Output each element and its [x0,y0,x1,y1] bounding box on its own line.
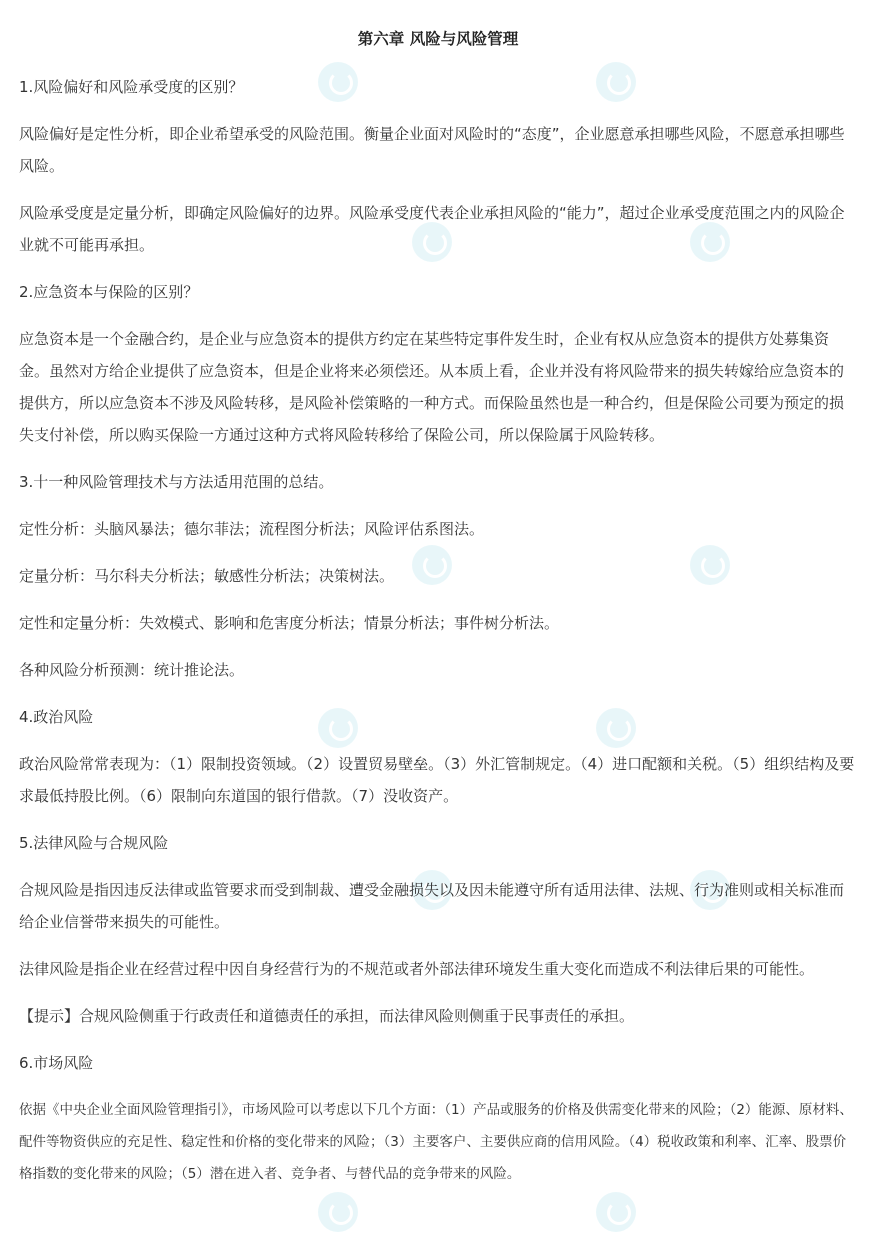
paragraph: 合规风险是指因违反法律或监管要求而受到制裁、遭受金融损失以及因未能遵守所有适用法律、法规、行为准则或相关标准而给企业信誉带来损失的可能性。 [19,881,845,931]
watermark-logo-icon [596,1192,636,1232]
section-heading-4: 4.政治风险 [19,708,94,726]
section-heading-1: 1.风险偏好和风险承受度的区别？ [19,78,244,96]
page-title: 第六章 风险与风险管理 [357,30,519,48]
section-heading-6: 6.市场风险 [19,1054,94,1072]
section-heading-5: 5.法律风险与合规风险 [19,834,169,852]
paragraph: 法律风险是指企业在经营过程中因自身经营行为的不规范或者外部法律环境发生重大变化而造成不利法律后果的可能性。 [19,960,815,978]
section-heading-2: 2.应急资本与保险的区别？ [19,283,199,301]
section-heading-3: 3.十一种风险管理技术与方法适用范围的总结。 [19,473,334,491]
paragraph: 依据《中央企业全面风险管理指引》，市场风险可以考虑以下几个方面：（1）产品或服务的价格及供需变化带来的风险；（2）能源、原材料、配件等物资供应的充足性、稳定性和价格的变化带来的风险；（3）主要客户、主要供应商的信用风险。（4）税收政策和利率、汇率、股票价格指数的变化带来的风险；（5）潜在进入者、竞争者、与替代品的竞争带来的风险。 [19,1102,853,1182]
paragraph: 风险偏好是定性分析，即企业希望承受的风险范围。衡量企业面对风险时的“态度”，企业愿意承担哪些风险，不愿意承担哪些风险。 [19,125,845,175]
document [19,22,857,1190]
paragraph: 定性和定量分析：失效模式、影响和危害度分析法；情景分析法；事件树分析法。 [19,614,560,632]
paragraph: 政治风险常常表现为：（1）限制投资领域。（2）设置贸易壁垒。（3）外汇管制规定。（4）进口配额和关税。（5）组织结构及要求最低持股比例。（6）限制向东道国的银行借款。（7）没收资产。 [19,755,855,805]
paragraph: 应急资本是一个金融合约，是企业与应急资本的提供方约定在某些特定事件发生时，企业有权从应急资本的提供方处募集资金。虽然对方给企业提供了应急资本，但是企业将来必须偿还。从本质上看，企业并没有将风险带来的损失转嫁给应急资本的提供方，所以应急资本不涉及风险转移，是风险补偿策略的一种方式。而保险虽然也是一种合约，但是保险公司要为预定的损失支付补偿，所以购买保险一方通过这种方式将风险转移给了保险公司，所以保险属于风险转移。 [19,330,845,444]
paragraph: 定性分析：头脑风暴法；德尔菲法；流程图分析法；风险评估系图法。 [19,520,485,538]
paragraph: 风险承受度是定量分析，即确定风险偏好的边界。风险承受度代表企业承担风险的“能力”，超过企业承受度范围之内的风险企业就不可能再承担。 [19,204,845,254]
paragraph: 各种风险分析预测：统计推论法。 [19,661,245,679]
watermark-logo-icon [318,1192,358,1232]
tip-paragraph: 【提示】合规风险侧重于行政责任和道德责任的承担，而法律风险则侧重于民事责任的承担。 [19,1007,635,1025]
paragraph: 定量分析：马尔科夫分析法；敏感性分析法；决策树法。 [19,567,395,585]
